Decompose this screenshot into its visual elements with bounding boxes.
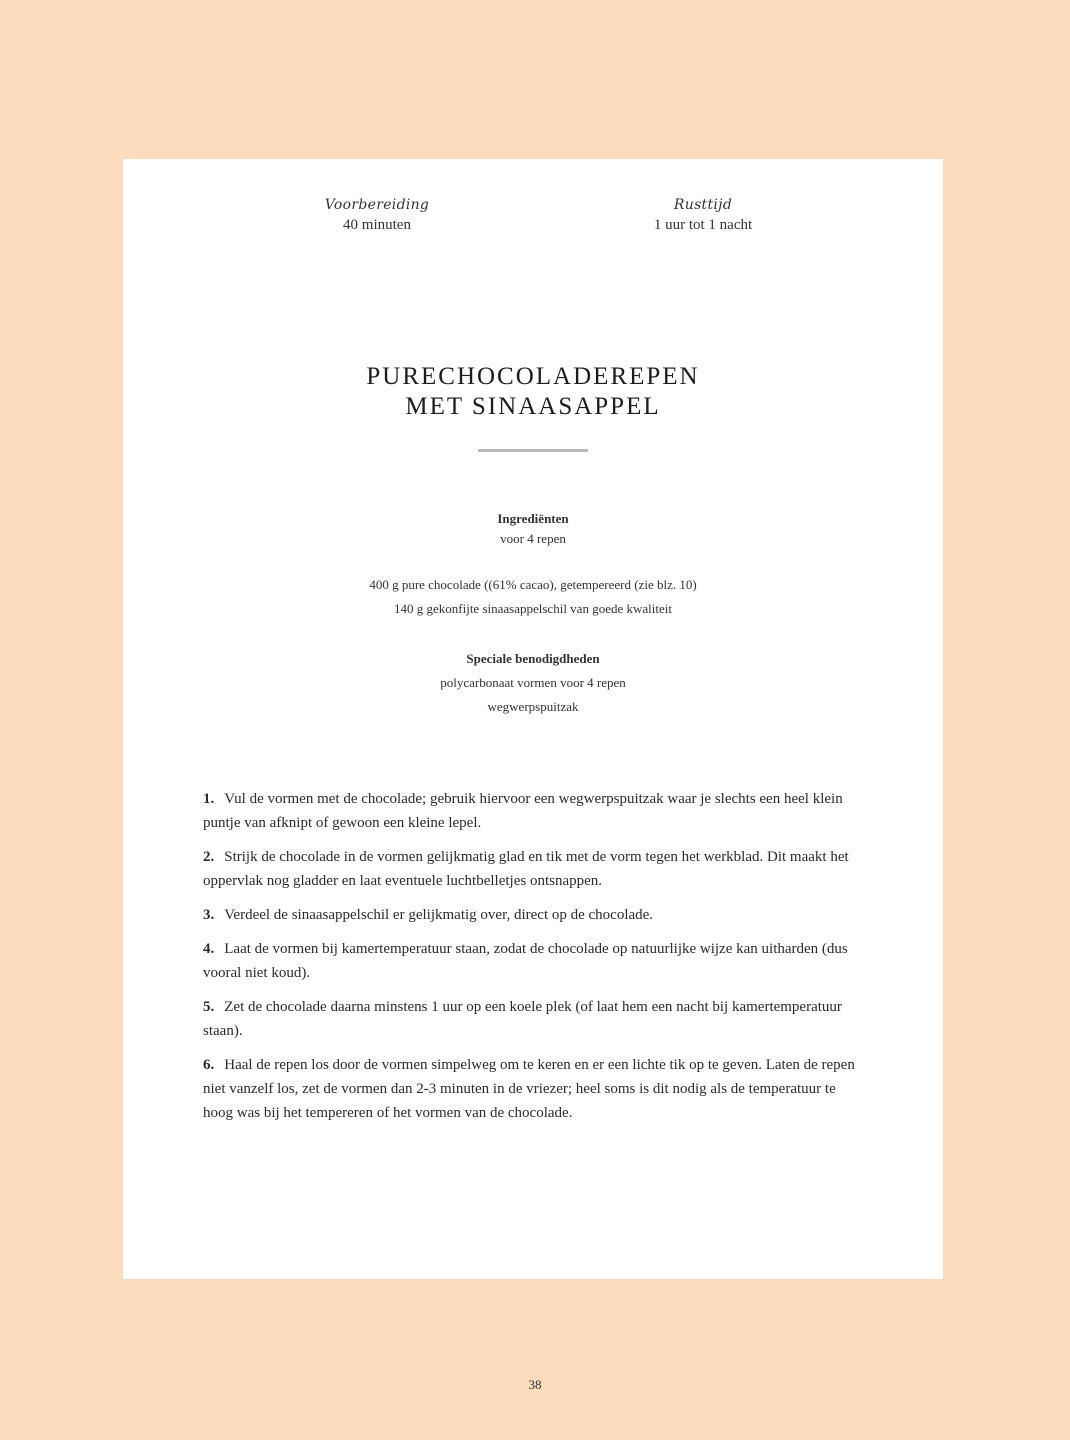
step-5 xyxy=(203,995,865,1043)
step-text: Zet de chocolade daarna minstens 1 uur op een koele plek (of laat hem een nacht bij kamertemperatuur staan). xyxy=(203,999,842,1039)
step-text: Verdeel de sinaasappelschil er gelijkmatig over, direct op de chocolade. xyxy=(224,907,654,923)
page-number: 38 xyxy=(528,1377,542,1392)
ingredients-header xyxy=(123,509,943,549)
ingredients-servings: voor 4 repen xyxy=(500,531,566,546)
recipe-title xyxy=(123,362,943,422)
step-6 xyxy=(203,1053,865,1125)
prep-time-value: 40 minuten xyxy=(343,217,411,233)
prep-time-label: Voorbereiding xyxy=(324,197,430,213)
ingredients-list xyxy=(123,573,943,621)
rest-time-value: 1 uur tot 1 nacht xyxy=(653,217,753,233)
step-number: 4. xyxy=(203,941,215,957)
ingredient-item: 400 g pure chocolade ((61% cacao), getempereerd (zie blz. 10) xyxy=(369,577,697,592)
title-divider xyxy=(478,449,588,452)
recipe-title-line-2: MET SINAASAPPEL xyxy=(405,393,661,420)
special-equipment xyxy=(123,647,943,719)
step-text: Haal de repen los door de vormen simpelweg om te keren en er een lichte tik op te geven. Laten de repen niet vanzelf los, zet de vormen dan 2-3 minuten in de vriezer; heel soms is dit nodig als de temperatuur te hoog was bij het tempereren of het vormen van de chocolade. xyxy=(203,1057,855,1121)
step-number: 6. xyxy=(203,1057,215,1073)
recipe-page xyxy=(123,159,943,1279)
recipe-title-line-1: PURECHOCOLADEREPEN xyxy=(366,363,700,390)
step-number: 1. xyxy=(203,791,215,807)
step-text: Laat de vormen bij kamertemperatuur staan, zodat de chocolade op natuurlijke wijze kan uitharden (dus vooral niet koud). xyxy=(203,941,848,981)
special-equipment-heading: Speciale benodigdheden xyxy=(466,651,600,666)
ingredients-heading: Ingrediënten xyxy=(497,511,569,526)
step-1 xyxy=(203,787,865,835)
prep-time xyxy=(257,197,497,234)
step-number: 5. xyxy=(203,999,215,1015)
step-4 xyxy=(203,937,865,985)
step-number: 3. xyxy=(203,907,215,923)
rest-time-label: Rusttijd xyxy=(673,197,733,213)
instruction-steps xyxy=(203,787,865,1135)
ingredient-item: 140 g gekonfijte sinaasappelschil van goede kwaliteit xyxy=(394,601,672,616)
step-number: 2. xyxy=(203,849,215,865)
step-3 xyxy=(203,903,865,927)
rest-time xyxy=(583,197,823,234)
step-text: Strijk de chocolade in de vormen gelijkmatig glad en tik met de vorm tegen het werkblad. Dit maakt het oppervlak nog gladder en laat eventuele luchtbelletjes ontsnappen. xyxy=(203,849,849,889)
step-text: Vul de vormen met de chocolade; gebruik hiervoor een wegwerpspuitzak waar je slechts een heel klein puntje van afknipt of gewoon een kleine lepel. xyxy=(203,791,843,831)
special-equipment-item: wegwerpspuitzak xyxy=(487,699,579,714)
step-2 xyxy=(203,845,865,893)
special-equipment-item: polycarbonaat vormen voor 4 repen xyxy=(440,675,626,690)
